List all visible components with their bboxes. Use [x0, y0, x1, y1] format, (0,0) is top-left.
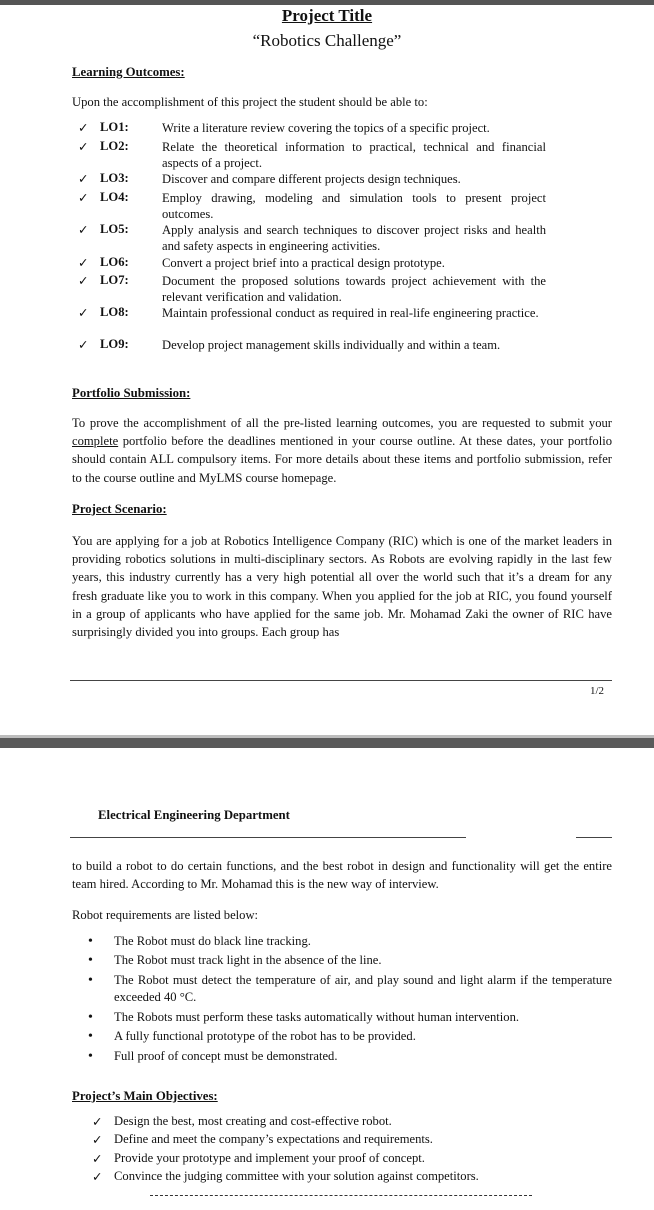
check-icon: ✓ [78, 274, 89, 288]
requirements-intro: Robot requirements are listed below: [72, 908, 259, 922]
outcome-code: LO5: [100, 222, 129, 236]
check-icon: ✓ [78, 256, 89, 270]
header-rule-short [576, 837, 612, 838]
bullet-icon: • [88, 973, 93, 988]
outcome-text: Develop project management skills individually and within a team. [162, 338, 501, 352]
requirement-text: Full proof of concept must be demonstrated. [114, 1049, 338, 1063]
department-header: Electrical Engineering Department [98, 808, 290, 822]
bullet-icon: • [88, 1029, 93, 1044]
outcome-code: LO2: [100, 139, 129, 153]
bullet-icon: • [88, 1049, 93, 1064]
project-title: Project Title [281, 6, 373, 25]
outcome-text: Convert a project brief into a practical design prototype. [162, 256, 445, 270]
portfolio-text-b: portfolio before the deadlines mentioned in your course outline. At these dates, your portfolio should contain ALL compulsory items. For more details about these items and portfolio submission, refer to the course outline and MyLMS course homepage. [72, 434, 612, 485]
check-icon: ✓ [78, 191, 89, 205]
requirement-text: The Robot must do black line tracking. [114, 934, 311, 948]
project-subtitle: “Robotics Challenge” [252, 31, 402, 50]
outcome-code: LO1: [100, 120, 129, 134]
check-icon: ✓ [78, 121, 89, 135]
objective-text: Provide your prototype and implement your proof of concept. [114, 1151, 425, 1165]
outcome-code: LO8: [100, 305, 129, 319]
portfolio-paragraph [72, 414, 612, 487]
check-icon: ✓ [92, 1170, 103, 1184]
check-icon: ✓ [92, 1152, 103, 1166]
requirement-text: The Robot must detect the temperature of air, and play sound and light alarm if the temperature exceeded 40 °C. [114, 973, 612, 1004]
portfolio-text-underlined: complete [72, 434, 119, 449]
bullet-icon: • [88, 953, 93, 968]
check-icon: ✓ [92, 1115, 103, 1129]
outcome-text: Write a literature review covering the topics of a specific project. [162, 121, 490, 135]
page-number: 1/2 [590, 685, 605, 697]
outcome-text: Document the proposed solutions towards project achievement with the relevant verification and validation. [162, 274, 546, 304]
outcome-text: Apply analysis and search techniques to discover project risks and health and safety aspects in engineering activities. [162, 223, 546, 253]
dashed-divider [150, 1195, 532, 1196]
outcome-text: Employ drawing, modeling and simulation tools to present project outcomes. [162, 191, 546, 221]
outcome-code: LO4: [100, 190, 129, 204]
check-icon: ✓ [92, 1133, 103, 1147]
outcome-code: LO6: [100, 255, 129, 269]
objectives-heading: Project’s Main Objectives: [72, 1089, 218, 1103]
objective-text: Define and meet the company’s expectations and requirements. [114, 1132, 433, 1146]
portfolio-heading: Portfolio Submission: [72, 386, 191, 400]
outcome-code: LO3: [100, 171, 129, 185]
outcome-code: LO9: [100, 337, 129, 351]
check-icon: ✓ [78, 140, 89, 154]
footer-rule [70, 680, 612, 681]
check-icon: ✓ [78, 338, 89, 352]
check-icon: ✓ [78, 223, 89, 237]
header-rule [70, 837, 466, 838]
bullet-icon: • [88, 1010, 93, 1025]
outcome-text: Discover and compare different projects design techniques. [162, 172, 461, 186]
learning-outcomes-intro: Upon the accomplishment of this project the student should be able to: [72, 95, 428, 109]
requirement-text: The Robots must perform these tasks automatically without human intervention. [114, 1010, 520, 1024]
outcome-text: Maintain professional conduct as required in real-life engineering practice. [162, 306, 539, 320]
continuation-paragraph: to build a robot to do certain functions, and the best robot in design and functionality will get the entire team hired. According to Mr. Mohamad this is the new way of interview. [72, 859, 612, 892]
scenario-paragraph: You are applying for a job at Robotics Intelligence Company (RIC) which is one of the market leaders in providing robotics solutions in multi-disciplinary sectors. As Robots are evolving rapidly in the last few years, this industry currently has a very high potential all over the world such that it’s a dream for any fresh graduate like you to work in this company. When you applied for the job at RIC, you found yourself in a group of applicants who have applied for the same job. Mr. Mohamad Zaki the owner of RIC have surprisingly divided you into groups. Each group has [72, 534, 612, 640]
check-icon: ✓ [78, 306, 89, 320]
objective-text: Design the best, most creating and cost-effective robot. [114, 1114, 392, 1128]
requirement-text: A fully functional prototype of the robot has to be provided. [114, 1029, 416, 1043]
learning-outcomes-heading: Learning Outcomes: [72, 65, 185, 79]
outcome-code: LO7: [100, 273, 129, 287]
page-top-border [0, 0, 654, 5]
scenario-heading: Project Scenario: [72, 502, 167, 516]
outcome-text: Relate the theoretical information to practical, technical and financial aspects of a project. [162, 140, 546, 170]
portfolio-text-a: To prove the accomplishment of all the pre-listed learning outcomes, you are requested to submit your [72, 416, 612, 430]
bullet-icon: • [88, 934, 93, 949]
requirement-text: The Robot must track light in the absence of the line. [114, 953, 382, 967]
page-separator [0, 738, 654, 748]
check-icon: ✓ [78, 172, 89, 186]
objective-text: Convince the judging committee with your solution against competitors. [114, 1169, 479, 1183]
